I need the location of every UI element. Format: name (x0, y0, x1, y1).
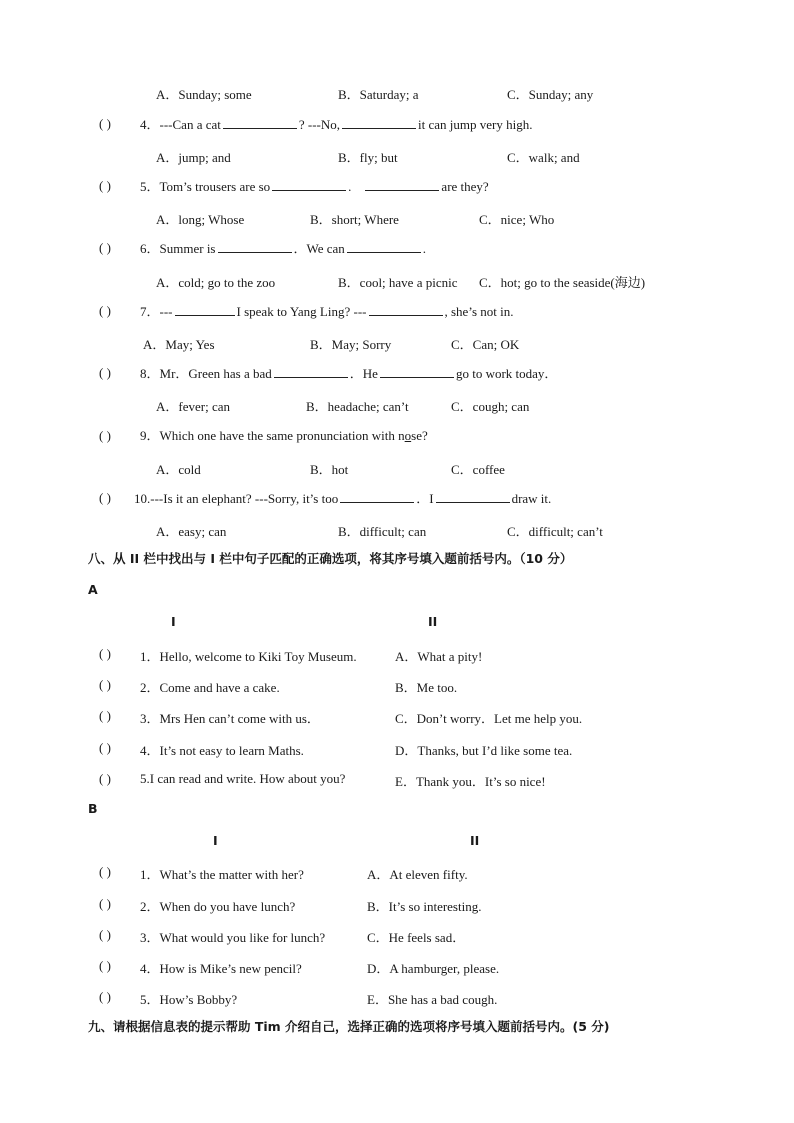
match-b2-answer: B．It’s so interesting. (367, 899, 482, 914)
column-i-header-a: I (171, 614, 176, 629)
q6-text-b: ．We can (293, 241, 345, 256)
q9-text-c: se? (411, 428, 428, 443)
q6-answer-paren[interactable]: ( ) (99, 240, 111, 255)
match-a2-question: 2．Come and have a cake. (140, 680, 280, 695)
q7-option-b: B．May; Sorry (310, 337, 392, 352)
q10-option-b: B．difficult; can (338, 524, 427, 539)
q7-blank-2[interactable] (369, 303, 443, 316)
q7-text-b: I speak to Yang Ling? --- (236, 304, 367, 319)
q8-stem (140, 365, 557, 382)
column-ii-header-a: II (428, 614, 438, 629)
match-a2-paren[interactable]: ( ) (99, 677, 111, 692)
q9-option-a: A．cold (156, 462, 201, 477)
match-b4-answer: D．A hamburger, please. (367, 961, 500, 976)
q5-option-b: B．short; Where (310, 212, 399, 227)
match-a3-question: 3．Mrs Hen can’t come with us． (140, 711, 320, 726)
q5-option-c: C．nice; Who (479, 212, 555, 227)
q6-option-a: A．cold; go to the zoo (156, 275, 276, 290)
match-a1-paren[interactable]: ( ) (99, 646, 111, 661)
q3-option-a: A．Sunday; some (156, 87, 252, 102)
q8-number: 8． (140, 366, 160, 381)
match-b5-question: 5．How’s Bobby? (140, 992, 238, 1007)
q8-option-c: C．cough; can (451, 399, 530, 414)
q9-option-b: B．hot (310, 462, 349, 477)
q6-number: 6． (140, 241, 160, 256)
q8-answer-paren[interactable]: ( ) (99, 365, 111, 380)
q5-text-a: Tom’s trousers are so (159, 179, 271, 194)
q5-stem (140, 178, 489, 195)
match-b5-paren[interactable]: ( ) (99, 989, 111, 1004)
column-i-header-b: I (213, 833, 218, 848)
q4-text-a: ---Can a cat (159, 117, 221, 132)
q3-option-c: C．Sunday; any (507, 87, 594, 102)
q7-blank-1[interactable] (175, 303, 235, 316)
q10-number: 10. (134, 491, 151, 506)
q7-option-c: C．Can; OK (451, 337, 520, 352)
q10-text-b: ．I (416, 491, 434, 506)
q7-number: 7． (140, 304, 160, 319)
q4-option-b: B．fly; but (338, 150, 398, 165)
section-8b-label: B (88, 801, 98, 816)
q9-stem (140, 428, 428, 444)
q4-text-b: ? ---No, (298, 117, 341, 132)
q8-text-b: ．He (349, 366, 378, 381)
match-b4-paren[interactable]: ( ) (99, 958, 111, 973)
q7-answer-paren[interactable]: ( ) (99, 303, 111, 318)
q5-text-c: are they? (441, 179, 489, 194)
match-a2-answer: B．Me too. (395, 680, 458, 695)
q9-text-a: Which one have the same pronunciation with n (159, 428, 405, 443)
match-b3-answer: C．He feels sad． (367, 930, 466, 945)
q10-text-c: draw it. (511, 491, 552, 506)
q6-blank-1[interactable] (218, 240, 292, 253)
q9-option-c: C．coffee (451, 462, 505, 477)
q4-stem (140, 116, 532, 133)
q4-blank-2[interactable] (342, 116, 416, 129)
q6-text-c: . (422, 241, 427, 256)
match-b3-paren[interactable]: ( ) (99, 927, 111, 942)
match-b5-answer: E．She has a bad cough. (367, 992, 498, 1007)
q9-answer-paren[interactable]: ( ) (99, 428, 111, 443)
q10-option-c: C．difficult; can’t (507, 524, 603, 539)
match-b1-answer: A．At eleven fifty. (367, 867, 468, 882)
match-a1-answer: A．What a pity! (395, 649, 483, 664)
q6-option-b: B．cool; have a picnic (338, 275, 458, 290)
q5-answer-paren[interactable]: ( ) (99, 178, 111, 193)
match-b2-paren[interactable]: ( ) (99, 896, 111, 911)
match-b1-paren[interactable]: ( ) (99, 864, 111, 879)
q8-option-b: B．headache; can’t (306, 399, 409, 414)
match-a4-question: 4．It’s not easy to learn Maths. (140, 743, 304, 758)
q5-text-b: . (348, 179, 352, 194)
q6-option-c: C．hot; go to the seaside(海边) (479, 275, 646, 290)
match-a1-question: 1．Hello, welcome to Kiki Toy Museum. (140, 649, 357, 664)
q8-blank-1[interactable] (274, 365, 348, 378)
q10-option-a: A．easy; can (156, 524, 227, 539)
q8-text-c: go to work today． (455, 366, 558, 381)
q4-blank-1[interactable] (223, 116, 297, 129)
section-8a-label: A (88, 582, 98, 597)
q7-text-c: , she’s not in. (444, 304, 514, 319)
q4-option-a: A．jump; and (156, 150, 231, 165)
q6-blank-2[interactable] (347, 240, 421, 253)
q8-option-a: A．fever; can (156, 399, 230, 414)
q8-blank-2[interactable] (380, 365, 454, 378)
q7-stem (140, 303, 513, 320)
q5-blank-2[interactable] (365, 178, 439, 191)
match-a3-answer: C．Don’t worry．Let me help you. (395, 711, 583, 726)
q10-blank-1[interactable] (340, 490, 414, 503)
q4-text-c: it can jump very high. (418, 117, 533, 132)
q10-blank-2[interactable] (436, 490, 510, 503)
q5-number: 5． (140, 179, 160, 194)
q10-text-a: ---Is it an elephant? ---Sorry, it’s too (150, 491, 339, 506)
q9-underlined-letter: o (404, 428, 412, 443)
match-a5-paren[interactable]: ( ) (99, 771, 111, 786)
q8-text-a: Mr．Green has a bad (159, 366, 272, 381)
section-9-heading: 九、请根据信息表的提示帮助 Tim 介绍自己，选择正确的选项将序号填入题前括号内。(5 分) (88, 1019, 610, 1034)
match-a5-answer: E．Thank you．It’s so nice! (395, 774, 546, 789)
q7-option-a: A．May; Yes (143, 337, 215, 352)
q5-blank-1[interactable] (272, 178, 346, 191)
q7-text-a: --- (159, 304, 173, 319)
match-b4-question: 4．How is Mike’s new pencil? (140, 961, 302, 976)
column-ii-header-b: II (470, 833, 480, 848)
q4-answer-paren[interactable]: ( ) (99, 116, 111, 131)
match-a3-paren[interactable]: ( ) (99, 708, 111, 723)
match-a5-question: 5.I can read and write. How about you? (140, 771, 346, 786)
q10-answer-paren[interactable]: ( ) (99, 490, 111, 505)
q6-text-a: Summer is (159, 241, 216, 256)
section-8-heading: 八、从 II 栏中找出与 I 栏中句子匹配的正确选项，将其序号填入题前括号内。（10 分） (88, 551, 573, 566)
match-a4-answer: D．Thanks, but I’d like some tea. (395, 743, 573, 758)
q3-option-b: B．Saturday; a (338, 87, 419, 102)
match-b3-question: 3．What would you like for lunch? (140, 930, 326, 945)
q6-stem (140, 240, 426, 257)
q4-number: 4． (140, 117, 160, 132)
q10-stem (134, 490, 551, 507)
q9-number: 9． (140, 428, 160, 443)
q4-option-c: C．walk; and (507, 150, 580, 165)
match-b2-question: 2．When do you have lunch? (140, 899, 296, 914)
match-b1-question: 1．What’s the matter with her? (140, 867, 304, 882)
q5-option-a: A．long; Whose (156, 212, 245, 227)
match-a4-paren[interactable]: ( ) (99, 740, 111, 755)
